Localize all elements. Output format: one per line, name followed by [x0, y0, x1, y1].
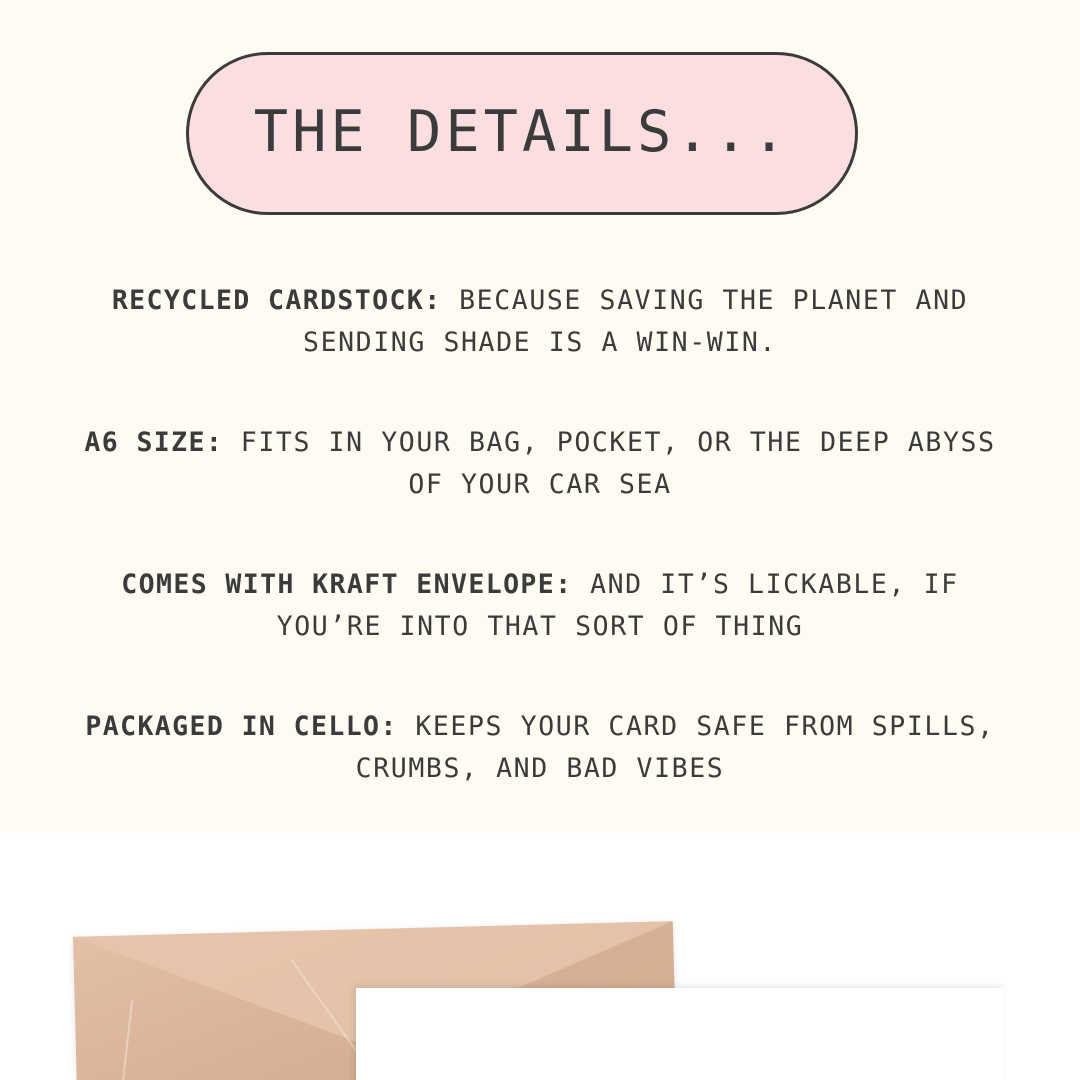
detail-label: RECYCLED CARDSTOCK: — [111, 285, 442, 316]
list-item — [0, 706, 1080, 790]
detail-value: KEEPS YOUR CARD SAFE FROM SPILLS, CRUMBS, AND BAD VIBES — [355, 711, 995, 784]
list-item — [0, 564, 1080, 648]
list-item — [0, 422, 1080, 506]
page-title: THE DETAILS... — [253, 98, 791, 165]
list-item — [0, 280, 1080, 364]
detail-value: FITS IN YOUR BAG, POCKET, OR THE DEEP ABYSS OF YOUR CAR SEA — [240, 427, 996, 500]
detail-value: AND IT’S LICKABLE, IF YOU’RE INTO THAT SORT OF THING — [276, 569, 959, 642]
white-card-image — [356, 988, 1004, 1080]
product-photo — [0, 833, 1080, 1080]
title-pill — [186, 52, 858, 215]
detail-value: BECAUSE SAVING THE PLANET AND SENDING SHADE IS A WIN-WIN. — [303, 285, 969, 358]
detail-label: A6 SIZE: — [84, 427, 224, 458]
detail-label: PACKAGED IN CELLO: — [85, 711, 398, 742]
detail-label: COMES WITH KRAFT ENVELOPE: — [121, 569, 573, 600]
details-list — [0, 280, 1080, 848]
